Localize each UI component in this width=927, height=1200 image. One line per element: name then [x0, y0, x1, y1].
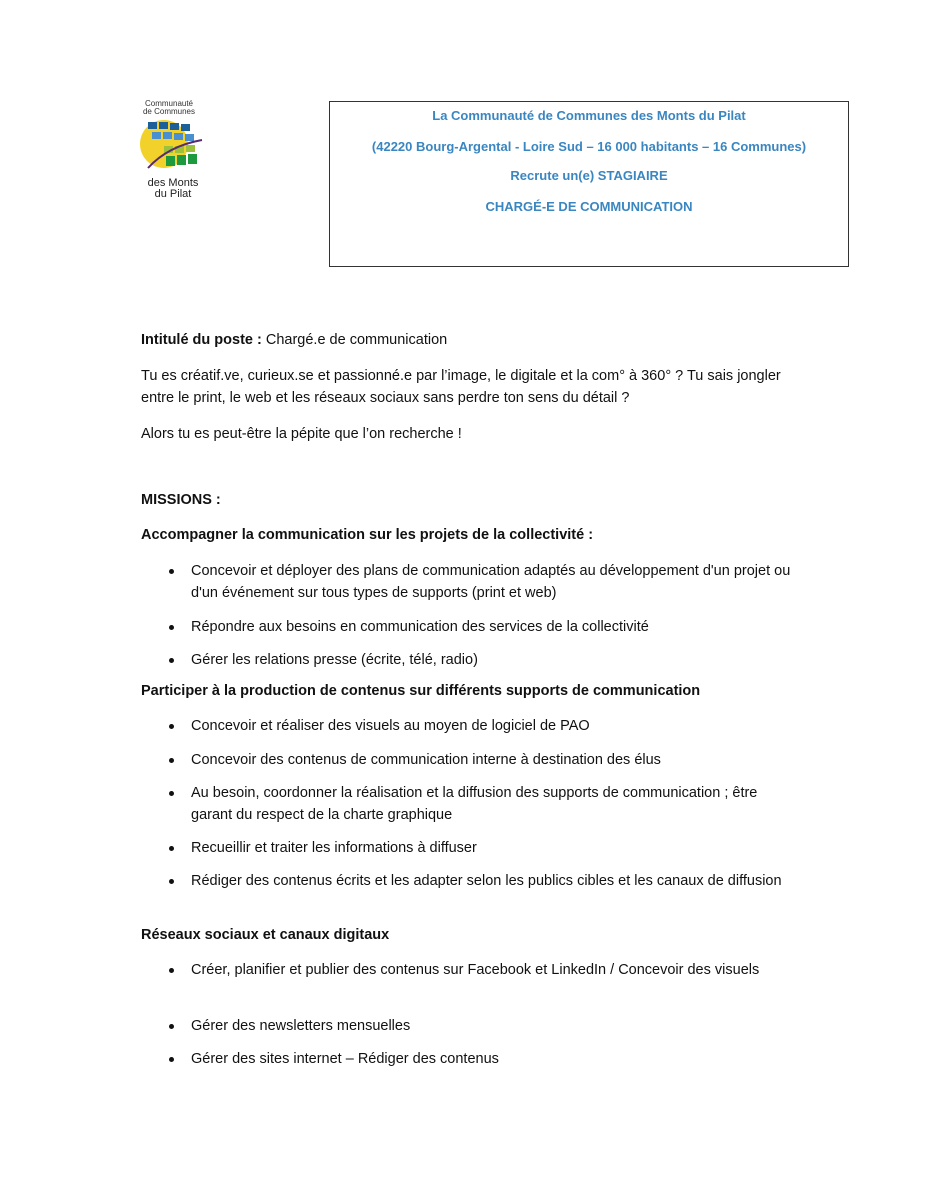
list-item: Gérer des newsletters mensuelles: [191, 1015, 791, 1037]
logo-line: des Monts: [147, 177, 199, 189]
logo-graphic-icon: [138, 116, 208, 178]
missions-heading: MISSIONS :: [141, 492, 221, 508]
section-heading: Réseaux sociaux et canaux digitaux: [141, 927, 390, 943]
list-item: Concevoir des contenus de communication interne à destination des élus: [191, 749, 791, 771]
list-item: Rédiger des contenus écrits et les adapter selon les publics cibles et les canaux de diffusion: [191, 870, 791, 892]
section-heading: Accompagner la communication sur les projets de la collectivité :: [141, 527, 594, 543]
job-title: [141, 329, 801, 351]
list-item: Répondre aux besoins en communication des services de la collectivité: [191, 616, 791, 638]
logo: [138, 100, 213, 215]
header-line-3: Recrute un(e) STAGIAIRE: [510, 168, 668, 183]
logo-text-top: [138, 100, 200, 116]
logo-line: de Communes: [142, 107, 196, 116]
list-item: Au besoin, coordonner la réalisation et la diffusion des supports de communication ; être garant du respect de la charte graphique: [191, 782, 791, 826]
header-line-1: La Communauté de Communes des Monts du Pilat: [432, 108, 746, 123]
section-heading: Participer à la production de contenus sur différents supports de communication: [141, 683, 701, 699]
list-item: Gérer les relations presse (écrite, télé, radio): [191, 649, 791, 671]
header-box: [329, 101, 849, 267]
list-item: Créer, planifier et publier des contenus sur Facebook et LinkedIn / Concevoir des visuels: [191, 959, 791, 981]
job-title-label: Intitulé du poste :: [141, 332, 262, 348]
header-line-2: (42220 Bourg-Argental - Loire Sud – 16 000 habitants – 16 Communes): [371, 139, 807, 154]
intro-tagline: Alors tu es peut-être la pépite que l’on recherche !: [141, 426, 462, 442]
list-item: Concevoir et déployer des plans de communication adaptés au développement d'un projet ou d'un événement sur tous types de supports (print et web): [191, 560, 791, 604]
list-item: Recueillir et traiter les informations à diffuser: [191, 837, 791, 859]
intro-paragraph: Tu es créatif.ve, curieux.se et passionné.e par l’image, le digitale et la com° à 360° ? Tu sais jongler entre le print, le web et les réseaux sociaux sans perdre ton sens du détail ?: [141, 368, 781, 406]
header-line-4: CHARGÉ-E DE COMMUNICATION: [485, 199, 693, 214]
list-item: Concevoir et réaliser des visuels au moyen de logiciel de PAO: [191, 715, 791, 737]
job-title-value: Chargé.e de communication: [261, 332, 448, 348]
logo-line: du Pilat: [154, 188, 192, 200]
logo-line: Communauté: [144, 99, 194, 108]
list-item: Gérer des sites internet – Rédiger des contenus: [191, 1048, 791, 1070]
logo-text-bottom: [138, 178, 208, 200]
